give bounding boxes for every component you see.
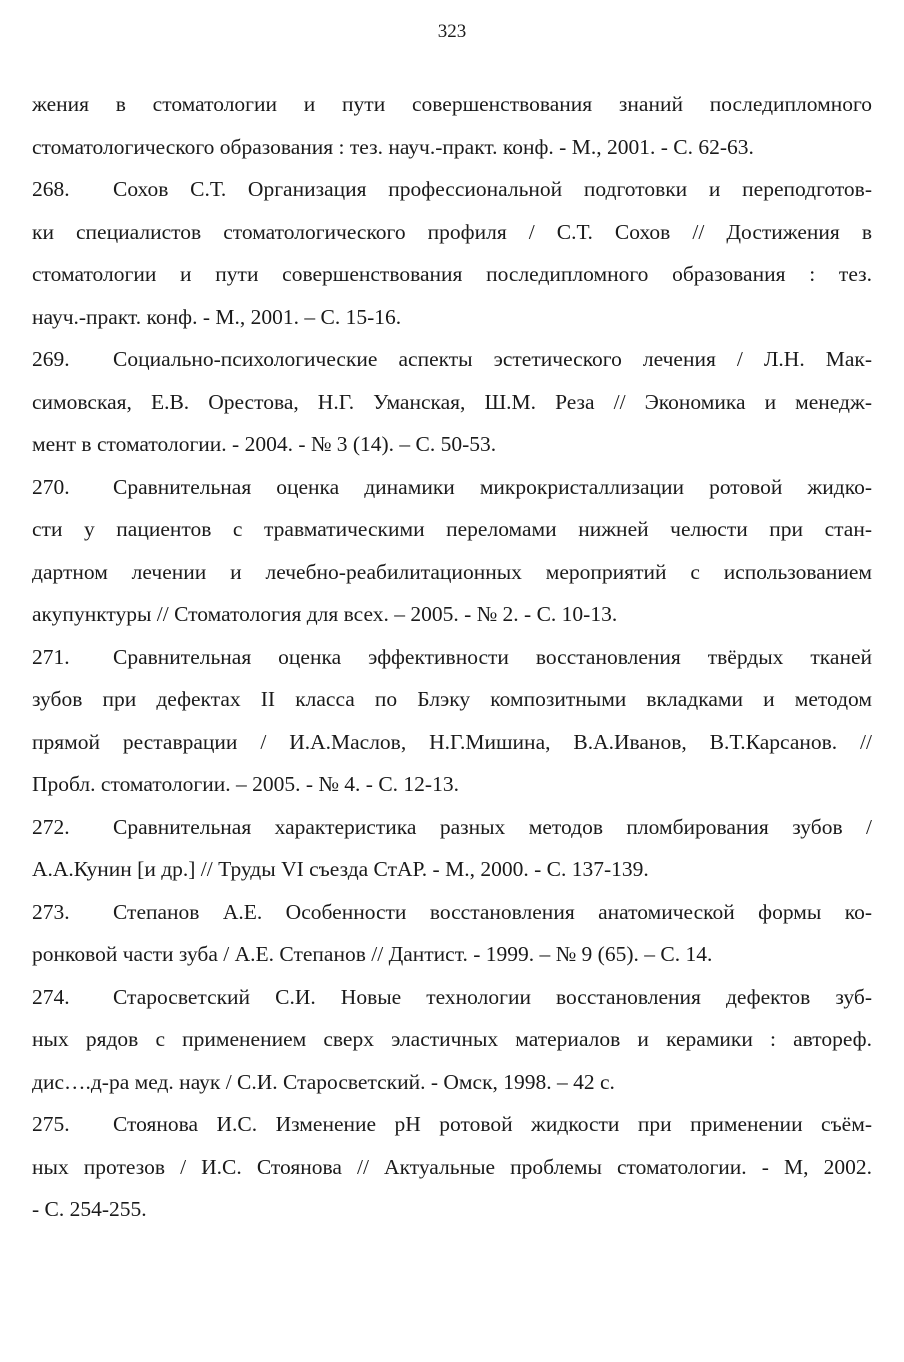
reference-text: акупунктуры // Стоматология для всех. – 2005. - № 2. - С. 10-13.: [32, 602, 618, 626]
reference-text: стоматологического образования : тез. науч.-практ. конф. - М., 2001. - С. 62-63.: [32, 134, 754, 159]
reference-text: Степанов А.Е. Особенности восстановления анатомической формы ко-: [113, 899, 872, 924]
reference-text: жения в стоматологии и пути совершенствования знаний последипломного: [32, 92, 872, 116]
reference-line: [32, 891, 872, 934]
reference-text: Стоянова И.С. Изменение рН ротовой жидкости при применении съём-: [113, 1112, 872, 1136]
reference-line: [32, 678, 872, 721]
reference-number: 269.: [32, 347, 70, 371]
reference-number: 268.: [32, 177, 70, 201]
reference-text: Сравнительная характеристика разных методов пломбирования зубов /: [113, 814, 872, 839]
reference-line: [32, 296, 872, 339]
reference-line: [32, 1146, 872, 1189]
reference-text: прямой реставрации / И.А.Маслов, Н.Г.Мишина, В.А.Иванов, В.Т.Карсанов. //: [32, 729, 872, 754]
reference-line: [32, 721, 872, 764]
reference-text: ронковой части зуба / А.Е. Степанов // Дантист. - 1999. – № 9 (65). – С. 14.: [32, 942, 713, 966]
reference-line: [32, 1103, 872, 1146]
reference-text: ных протезов / И.С. Стоянова // Актуальные проблемы стоматологии. - М, 2002.: [32, 1154, 872, 1179]
reference-text: Старосветский С.И. Новые технологии восстановления дефектов зуб-: [113, 984, 872, 1009]
reference-text: симовская, Е.В. Орестова, Н.Г. Уманская, Ш.М. Реза // Экономика и менедж-: [32, 389, 872, 414]
reference-text: Сохов С.Т. Организация профессиональной подготовки и переподготов-: [113, 177, 872, 201]
reference-line: [32, 466, 872, 509]
reference-line: [32, 126, 872, 169]
reference-line: [32, 806, 872, 849]
reference-text: ки специалистов стоматологического профиля / С.Т. Сохов // Достижения в: [32, 219, 872, 244]
reference-line: [32, 1061, 872, 1104]
reference-text: Пробл. стоматологии. – 2005. - № 4. - С. 12-13.: [32, 772, 459, 796]
reference-line: [32, 976, 872, 1019]
reference-line: [32, 423, 872, 466]
reference-text: дис….д-ра мед. наук / С.И. Старосветский. - Омск, 1998. – 42 с.: [32, 1069, 615, 1094]
reference-line: [32, 168, 872, 211]
reference-text: Сравнительная оценка эффективности восстановления твёрдых тканей: [113, 644, 872, 669]
reference-text: А.А.Кунин [и др.] // Труды VI съезда СтАР. - М., 2000. - С. 137-139.: [32, 857, 649, 881]
reference-line: [32, 1018, 872, 1061]
reference-number: 270.: [32, 474, 70, 499]
reference-line: [32, 338, 872, 381]
reference-text: науч.-практ. конф. - М., 2001. – С. 15-16.: [32, 304, 402, 329]
reference-number: 271.: [32, 644, 70, 669]
reference-text: Социально-психологические аспекты эстетического лечения / Л.Н. Мак-: [113, 347, 872, 371]
reference-line: [32, 83, 872, 126]
reference-list: [32, 83, 872, 1231]
reference-line: [32, 933, 872, 976]
reference-text: сти у пациентов с травматическими переломами нижней челюсти при стан-: [32, 517, 872, 541]
reference-number: 274.: [32, 984, 70, 1009]
reference-text: мент в стоматологии. - 2004. - № 3 (14). – С. 50-53.: [32, 432, 497, 456]
reference-line: [32, 551, 872, 594]
reference-text: зубов при дефектах II класса по Блэку композитными вкладками и методом: [32, 687, 872, 711]
reference-line: [32, 253, 872, 296]
page-number: 323: [437, 21, 467, 42]
reference-line: [32, 508, 872, 551]
reference-line: [32, 381, 872, 424]
reference-number: 273.: [32, 899, 70, 924]
reference-number: 275.: [32, 1112, 70, 1136]
reference-line: [32, 1188, 872, 1231]
reference-text: стоматологии и пути совершенствования последипломного образования : тез.: [32, 262, 872, 286]
reference-line: [32, 211, 872, 254]
reference-line: [32, 848, 872, 891]
reference-line: [32, 636, 872, 679]
reference-text: ных рядов с применением сверх эластичных материалов и керамики : автореф.: [32, 1027, 872, 1051]
reference-number: 272.: [32, 814, 70, 839]
reference-text: дартном лечении и лечебно-реабилитационных мероприятий с использованием: [32, 559, 872, 584]
reference-text: Сравнительная оценка динамики микрокристаллизации ротовой жидко-: [113, 474, 872, 499]
reference-line: [32, 593, 872, 636]
reference-line: [32, 763, 872, 806]
reference-text: - С. 254-255.: [32, 1197, 147, 1221]
